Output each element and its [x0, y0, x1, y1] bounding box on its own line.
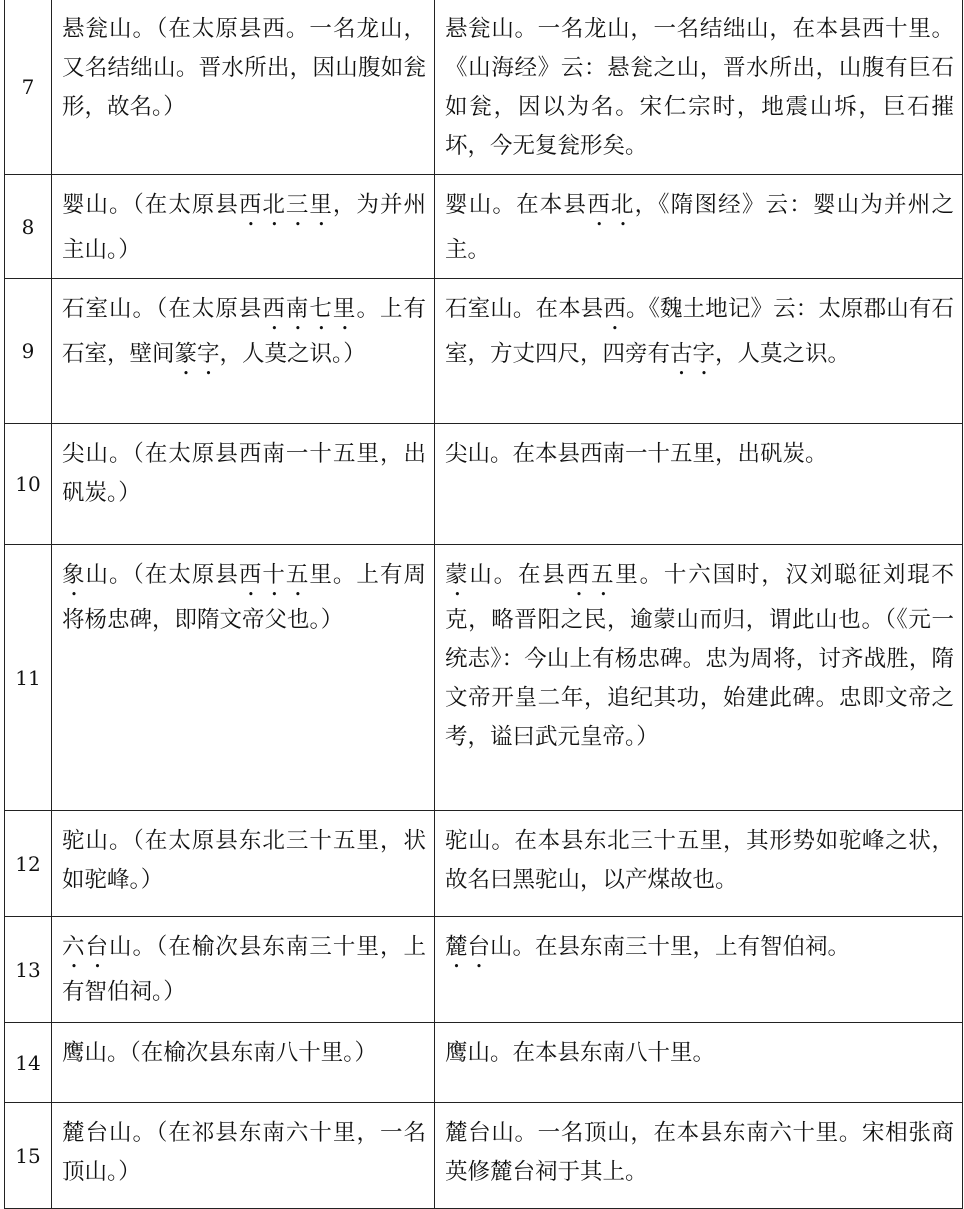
emphasized-text: 麓台	[445, 934, 491, 960]
text-segment: 婴山。在本县	[445, 192, 588, 218]
source-entry-text	[52, 545, 434, 648]
source-entry-text	[52, 1103, 434, 1200]
emphasized-text: 西北三里	[238, 192, 333, 218]
compared-entry-cell	[435, 424, 963, 545]
emphasized-text: 西北	[587, 192, 635, 218]
emphasized-text: 古字	[670, 341, 716, 367]
text-segment: 山。在县	[469, 562, 567, 588]
compared-entry-cell	[435, 1103, 963, 1209]
compared-entry-cell	[435, 279, 963, 424]
table-row	[5, 175, 963, 279]
text-segment: ，《隋图经》云：婴山为并州之主。	[445, 192, 954, 263]
row-number: 12	[5, 811, 52, 917]
text-segment: 麓台山。一名顶山，在本县东南六十里。宋相张商英修麓台祠于其上。	[445, 1120, 954, 1185]
row-number: 10	[5, 424, 52, 545]
source-entry-text	[52, 0, 434, 135]
compared-entry-text	[435, 811, 962, 908]
compared-entry-text	[435, 917, 962, 981]
text-segment: ，人莫之识。）	[219, 341, 366, 367]
compared-entry-cell	[435, 175, 963, 279]
text-segment: 山。在县东南三十里，上有智伯祠。	[490, 934, 851, 960]
table-row	[5, 811, 963, 917]
table-body	[5, 0, 963, 1209]
text-segment: 悬瓮山。（在太原县西。一名龙山，又名结绌山。晋水所出，因山腹如瓮形，故名。）	[62, 16, 426, 120]
compared-entry-text	[435, 424, 962, 482]
table-row	[5, 424, 963, 545]
text-segment: 里。十六国时，汉刘聪征刘琨不克，略晋阳之民，逾蒙山而归，谓此山也。（《元一统志》：今山上有杨忠碑。忠为周将，讨齐战胜，隋文帝开皇二年，追纪其功，始建此碑。忠即文帝之考，谥曰武元皇帝。）	[445, 562, 954, 750]
table-row	[5, 279, 963, 424]
compared-entry-cell	[435, 545, 963, 811]
text-segment: 尖山。（在太原县西南一十五里，出矾炭。）	[62, 441, 426, 506]
text-segment: 。上有石室，壁间	[62, 296, 426, 367]
text-segment: 鹰山。（在榆次县东南八十里。）	[62, 1040, 378, 1066]
source-entry-cell	[52, 917, 435, 1023]
compared-entry-cell	[435, 917, 963, 1023]
text-segment: 石室山。在本县	[445, 296, 604, 322]
source-entry-cell	[52, 424, 435, 545]
text-segment: 。《魏土地记》云：太原郡山有石室，方丈四尺，四旁有	[445, 296, 954, 367]
emphasized-text: 西五	[566, 562, 616, 588]
text-segment: 鹰山。在本县东南八十里。	[445, 1040, 716, 1066]
source-entry-cell	[52, 545, 435, 811]
emphasized-text: 蒙	[445, 562, 470, 588]
compared-entry-cell	[435, 0, 963, 175]
emphasized-text: 西十五	[238, 562, 310, 588]
emphasized-text: 篆字	[174, 341, 220, 367]
row-number: 7	[5, 0, 52, 175]
table-row	[5, 545, 963, 811]
emphasized-text: 西南七里	[262, 296, 357, 322]
text-segment: 尖山。在本县西南一十五里，出矾炭。	[445, 441, 828, 467]
text-segment: 婴山。（在太原县	[62, 192, 239, 218]
compared-entry-text	[435, 1023, 962, 1081]
compared-entry-text	[435, 545, 962, 765]
source-entry-text	[52, 175, 434, 278]
text-segment: 石室山。（在太原县	[62, 296, 263, 322]
emphasized-text: 西	[603, 296, 626, 322]
table-row	[5, 1103, 963, 1209]
compared-entry-text	[435, 279, 962, 388]
row-number: 14	[5, 1023, 52, 1103]
compared-entry-text	[435, 0, 962, 174]
compared-entry-text	[435, 1103, 962, 1200]
text-segment: 麓台山。（在祁县东南六十里，一名顶山。）	[62, 1120, 426, 1185]
source-entry-cell	[52, 811, 435, 917]
text-segment: 山。（在太原县	[85, 562, 239, 588]
source-entry-text	[52, 279, 434, 388]
text-segment: 山。（在榆次县东南三十里，上有智伯祠。）	[62, 934, 426, 1005]
emphasized-text: 象	[62, 562, 86, 588]
source-entry-text	[52, 917, 434, 1020]
comparison-table	[4, 0, 963, 1209]
compared-entry-text	[435, 175, 962, 278]
text-segment: ，人莫之识。	[715, 341, 851, 367]
source-entry-text	[52, 1023, 434, 1081]
text-segment: 驼山。在本县东北三十五里，其形势如驼峰之状，故名曰黑驼山，以产煤故也。	[445, 828, 954, 893]
source-entry-cell	[52, 0, 435, 175]
emphasized-text: 六台	[62, 934, 110, 960]
compared-entry-cell	[435, 811, 963, 917]
source-entry-cell	[52, 1103, 435, 1209]
source-entry-cell	[52, 175, 435, 279]
table-row	[5, 1023, 963, 1103]
source-entry-cell	[52, 1023, 435, 1103]
text-segment: 里。上有周将杨忠碑，即隋文帝父也。）	[62, 562, 426, 633]
text-segment: ，为并州主山。）	[62, 192, 426, 263]
table-row	[5, 0, 963, 175]
row-number: 9	[5, 279, 52, 424]
row-number: 15	[5, 1103, 52, 1209]
source-entry-cell	[52, 279, 435, 424]
compared-entry-cell	[435, 1023, 963, 1103]
text-segment: 悬瓮山。一名龙山，一名结绌山，在本县西十里。《山海经》云：悬瓮之山，晋水所出，山腹有巨石如瓮，因以为名。宋仁宗时，地震山坼，巨石摧坏，今无复瓮形矣。	[445, 16, 954, 159]
source-entry-text	[52, 424, 434, 521]
row-number: 8	[5, 175, 52, 279]
text-segment: 驼山。（在太原县东北三十五里，状如驼峰。）	[62, 828, 426, 893]
row-number: 13	[5, 917, 52, 1023]
source-entry-text	[52, 811, 434, 908]
table-row	[5, 917, 963, 1023]
row-number: 11	[5, 545, 52, 811]
